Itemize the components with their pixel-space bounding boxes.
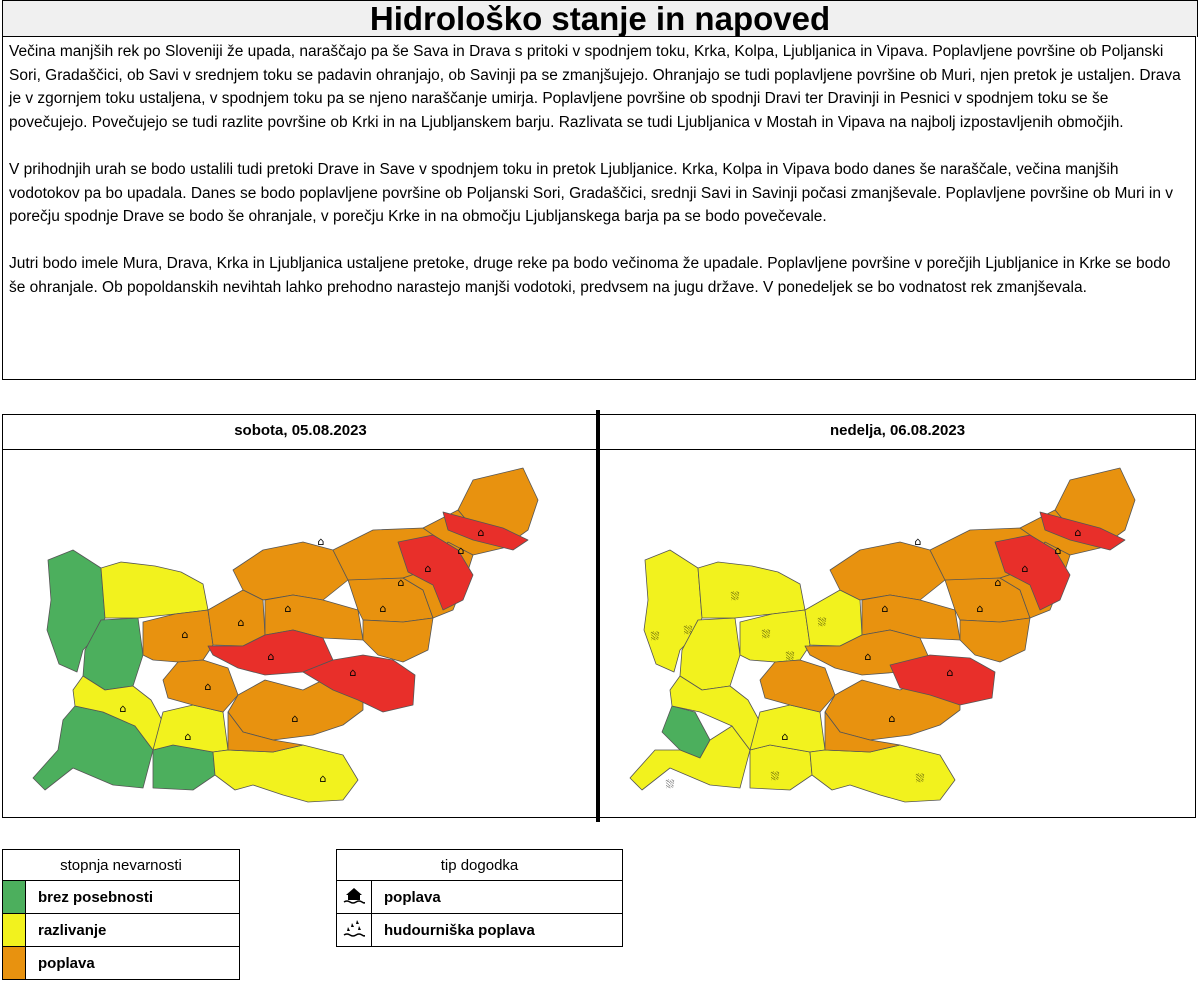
region-gorenjska-east [208, 590, 265, 646]
flash-flood-icon: ⛆ [770, 770, 780, 783]
flood-house-icon: ⌂ [881, 602, 889, 615]
flash-flood-icon: ⛆ [650, 630, 660, 643]
flood-house-icon: ⌂ [888, 712, 896, 725]
flood-house-icon: ⌂ [914, 535, 922, 548]
flood-house-icon: ⌂ [781, 730, 789, 743]
region-upper-savinja [830, 542, 945, 600]
flood-house-icon: ⌂ [946, 666, 954, 679]
flood-house-icon: ⌂ [349, 666, 357, 679]
flash-flood-icon: ⛆ [683, 624, 693, 637]
hydrological-summary [2, 36, 1196, 380]
flood-house-icon: ⌂ [864, 650, 872, 663]
flood-house-icon: ⌂ [204, 680, 212, 693]
flood-house-icon: ⌂ [181, 628, 189, 641]
legend-danger-level-title: stopnja nevarnosti [3, 850, 240, 881]
summary-paragraph-forecast-tomorrow: Jutri bodo imele Mura, Drava, Krka in Ljubljanica ustaljene pretoke, druge reke pa bodo večinoma že upadale. Poplavljene površine v porečjih Ljubljanice in Krke se bodo še ohranjale. Ob popoldanskih nevihtah lahko prehodno narastejo manjši vodotoki, predvsem na jugu države. V ponedeljek se bo vodnatost rek zmanjševala. [9, 255, 1171, 296]
legend-label-flood: poplava [26, 947, 240, 980]
flood-house-icon: ⌂ [237, 616, 245, 629]
flash-flood-icon: ⛆ [761, 628, 771, 641]
legend-swatch-yellow [3, 914, 26, 947]
region-kolpa [810, 745, 955, 802]
region-upper-sava [101, 562, 208, 618]
flood-house-icon: ⌂ [477, 526, 485, 539]
flood-house-icon: ⌂ [291, 712, 299, 725]
flash-flood-icon: ⛆ [915, 772, 925, 785]
region-gorenjska-east [805, 590, 862, 646]
legend-label-event-flood: poplava [372, 881, 623, 914]
region-sotla [960, 618, 1030, 662]
flood-house-icon: ⌂ [379, 602, 387, 615]
legend-label-flash-flood: hudourniška poplava [372, 914, 623, 947]
summary-paragraph-current: Večina manjših rek po Sloveniji že upada, naraščajo pa še Sava in Drava s pritoki v spodnjem toku, Krka, Kolpa, Ljubljanica in Vipava. Poplavljene površine ob Poljanski Sori, Gradaščici, ob Savi v srednjem toku se padavin ohranjajo, ob Savinji pa se zmanjšujejo. Ohranjajo se tudi poplavljene površine ob Muri, njen pretok je ustaljen. Drava je v zgornjem toku ustaljena, v spodnjem toku pa se njeno naraščanje umirja. Poplavljene površine ob spodnji Dravi ter Dravinji in Pesnici v spodnjem toku se še povečujejo. Povečujejo se tudi razlite površine ob Krki in na Ljubljanskem barju. Razlivata se tudi Ljubljanica v Mostah in Vipava na najbolj izpostavljenih območjih. [9, 43, 1181, 131]
region-notranjska [750, 705, 825, 752]
region-notranjska [153, 705, 228, 752]
region-kolpa [213, 745, 358, 802]
flood-house-icon: ⌂ [1074, 526, 1082, 539]
flood-house-icon: ⌂ [184, 730, 192, 743]
region-ljubljana [163, 660, 238, 712]
region-upper-savinja [233, 542, 348, 600]
flood-house-icon: ⌂ [424, 562, 432, 575]
flood-house-icon [337, 881, 372, 914]
map-panel-sunday [599, 414, 1196, 818]
page-title: Hidrološko stanje in napoved [2, 0, 1198, 37]
flash-flood-icon: ⛆ [730, 590, 740, 603]
slovenia-warning-map-sunday [600, 450, 1194, 818]
region-upper-sava [698, 562, 805, 618]
flood-house-icon: ⌂ [267, 650, 275, 663]
region-ljubljana [760, 660, 835, 712]
region-sotla [363, 618, 433, 662]
flood-house-icon: ⌂ [1054, 544, 1062, 557]
flash-flood-icon: ⛆ [665, 778, 675, 791]
flood-house-icon: ⌂ [284, 602, 292, 615]
flash-flood-icon: ⛆ [785, 650, 795, 663]
flood-house-icon: ⌂ [319, 772, 327, 785]
flood-house-icon: ⌂ [457, 544, 465, 557]
flash-flood-icon: ⛆ [817, 616, 827, 629]
flood-house-icon: ⌂ [397, 576, 405, 589]
legend-event-type [336, 849, 623, 947]
flood-house-icon: ⌂ [976, 602, 984, 615]
summary-paragraph-forecast-today: V prihodnjih urah se bodo ustalili tudi pretoki Drave in Save v spodnjem toku in pretok Ljubljanice. Krka, Kolpa in Vipava bodo danes še naraščale, večina manjših vodotokov pa bo upadala. Danes se bodo poplavljene površine ob Poljanski Sori, Gradaščici, srednji Savi in Savinji počasi zmanjševale. Poplavljene površine ob Muri in v porečju spodnje Drave se bodo še ohranjale, v porečju Krke in na območju Ljubljanskega barja pa se bodo povečevale. [9, 160, 1174, 226]
region-sora [740, 610, 810, 662]
legend-danger-level [2, 849, 240, 980]
flood-house-icon: ⌂ [119, 702, 127, 715]
legend-label-overflow: razlivanje [26, 914, 240, 947]
legend-swatch-green [3, 881, 26, 914]
region-karst-south [750, 745, 812, 790]
region-karst-south [153, 745, 215, 790]
legend-label-none: brez posebnosti [26, 881, 240, 914]
flood-house-icon: ⌂ [1021, 562, 1029, 575]
slovenia-warning-map-saturday [3, 450, 597, 818]
legend-swatch-orange [3, 947, 26, 980]
map-date-sunday: nedelja, 06.08.2023 [600, 415, 1195, 450]
map-date-saturday: sobota, 05.08.2023 [3, 415, 598, 450]
flood-house-icon: ⌂ [317, 535, 325, 548]
flash-flood-icon [337, 914, 372, 947]
map-panel-saturday [2, 414, 599, 818]
flood-house-icon: ⌂ [994, 576, 1002, 589]
region-sora [143, 610, 213, 662]
legend-event-type-title: tip dogodka [337, 850, 623, 881]
